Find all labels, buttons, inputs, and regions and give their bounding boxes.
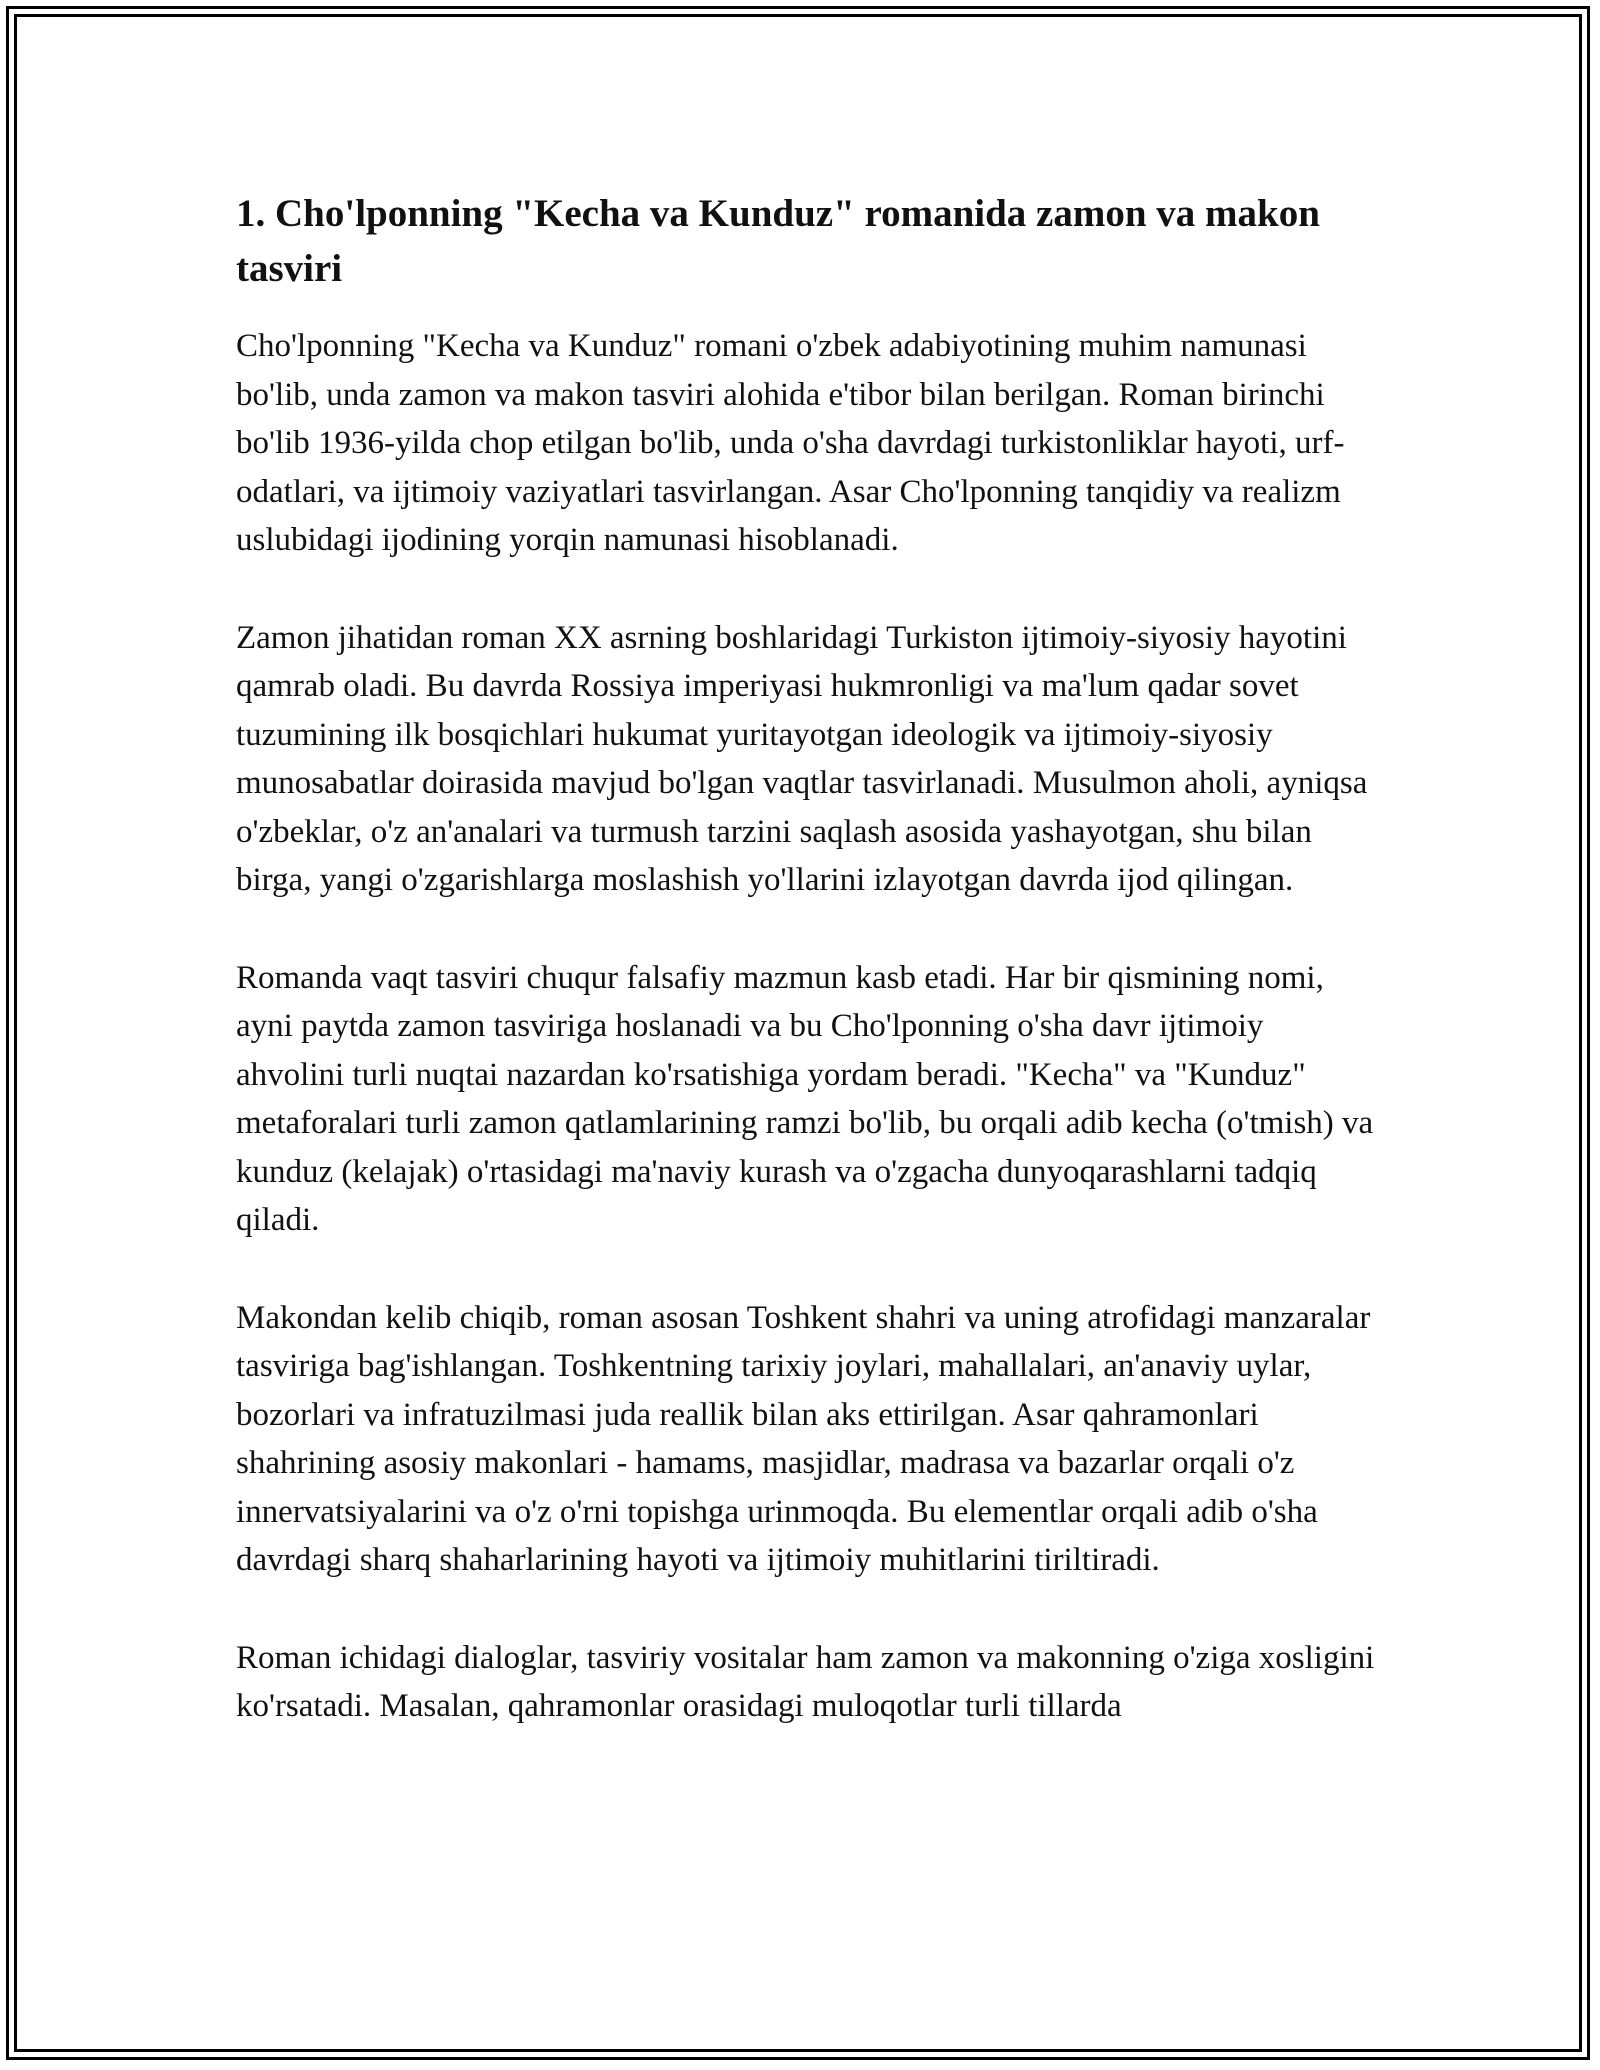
section-heading: 1. Cho'lponning "Kecha va Kunduz" romanida zamon va makon tasviri [236,192,1320,290]
paragraph-dialogues: Roman ichidagi dialoglar, tasviriy vositalar ham zamon va makonning o'ziga xosligini ko'rsatadi. Masalan, qahramonlar orasidagi muloqotlar turli tillarda [236,1639,1375,1724]
paragraph-time-depiction: Romanda vaqt tasviri chuqur falsafiy mazmun kasb etadi. Har bir qismining nomi, ayni paytda zamon tasviriga hoslanadi va bu Cho'lponning o'sha davr ijtimoiy ahvolini turli nuqtai nazardan ko'rsatishiga yordam beradi. "Kecha" va "Kunduz" metaforalari turli zamon qatlamlarining ramzi bo'lib, bu orqali adib kecha (o'tmish) va kunduz (kelajak) o'rtasidagi ma'naviy kurash va o'zgacha dunyoqarashlarni tadqiq qiladi. [236,959,1374,1238]
document-body [236,186,1376,1780]
paragraph-intro: Cho'lponning "Kecha va Kunduz" romani o'zbek adabiyotining muhim namunasi bo'lib, unda zamon va makon tasviri alohida e'tibor bilan berilgan. Roman birinchi bo'lib 1936-yilda chop etilgan bo'lib, unda o'sha davrdagi turkistonliklar hayoti, urf-odatlari, va ijtimoiy vaziyatlari tasvirlangan. Asar Cho'lponning tanqidiy va realizm uslubidagi ijodining yorqin namunasi hisoblanadi. [236,328,1345,558]
paragraph-place-depiction: Makondan kelib chiqib, roman asosan Toshkent shahri va uning atrofidagi manzaralar tasviriga bag'ishlangan. Toshkentning tarixiy joylari, mahallalari, an'anaviy uylar, bozorlari va infratuzilmasi juda reallik bilan aks ettirilgan. Asar qahramonlari shahrining asosiy makonlari - hamams, masjidlar, madrasa va bazarlar orqali o'z innervatsiyalarini va o'z o'rni topishga urinmoqda. Bu elementlar orqali adib o'sha davrdagi sharq shaharlarining hayoti va ijtimoiy muhitlarini tiriltiradi. [236,1299,1371,1578]
paragraph-time-period: Zamon jihatidan roman XX asrning boshlaridagi Turkiston ijtimoiy-siyosiy hayotini qamrab oladi. Bu davrda Rossiya imperiyasi hukmronligi va ma'lum qadar sovet tuzumining ilk bosqichlari hukumat yuritayotgan ideologik va ijtimoiy-siyosiy munosabatlar doirasida mavjud bo'lgan vaqtlar tasvirlanadi. Musulmon aholi, ayniqsa o'zbeklar, o'z an'analari va turmush tarzini saqlash asosida yashayotgan, shu bilan birga, yangi o'zgarishlarga moslashish yo'llarini izlayotgan davrda ijod qilingan. [236,619,1368,898]
